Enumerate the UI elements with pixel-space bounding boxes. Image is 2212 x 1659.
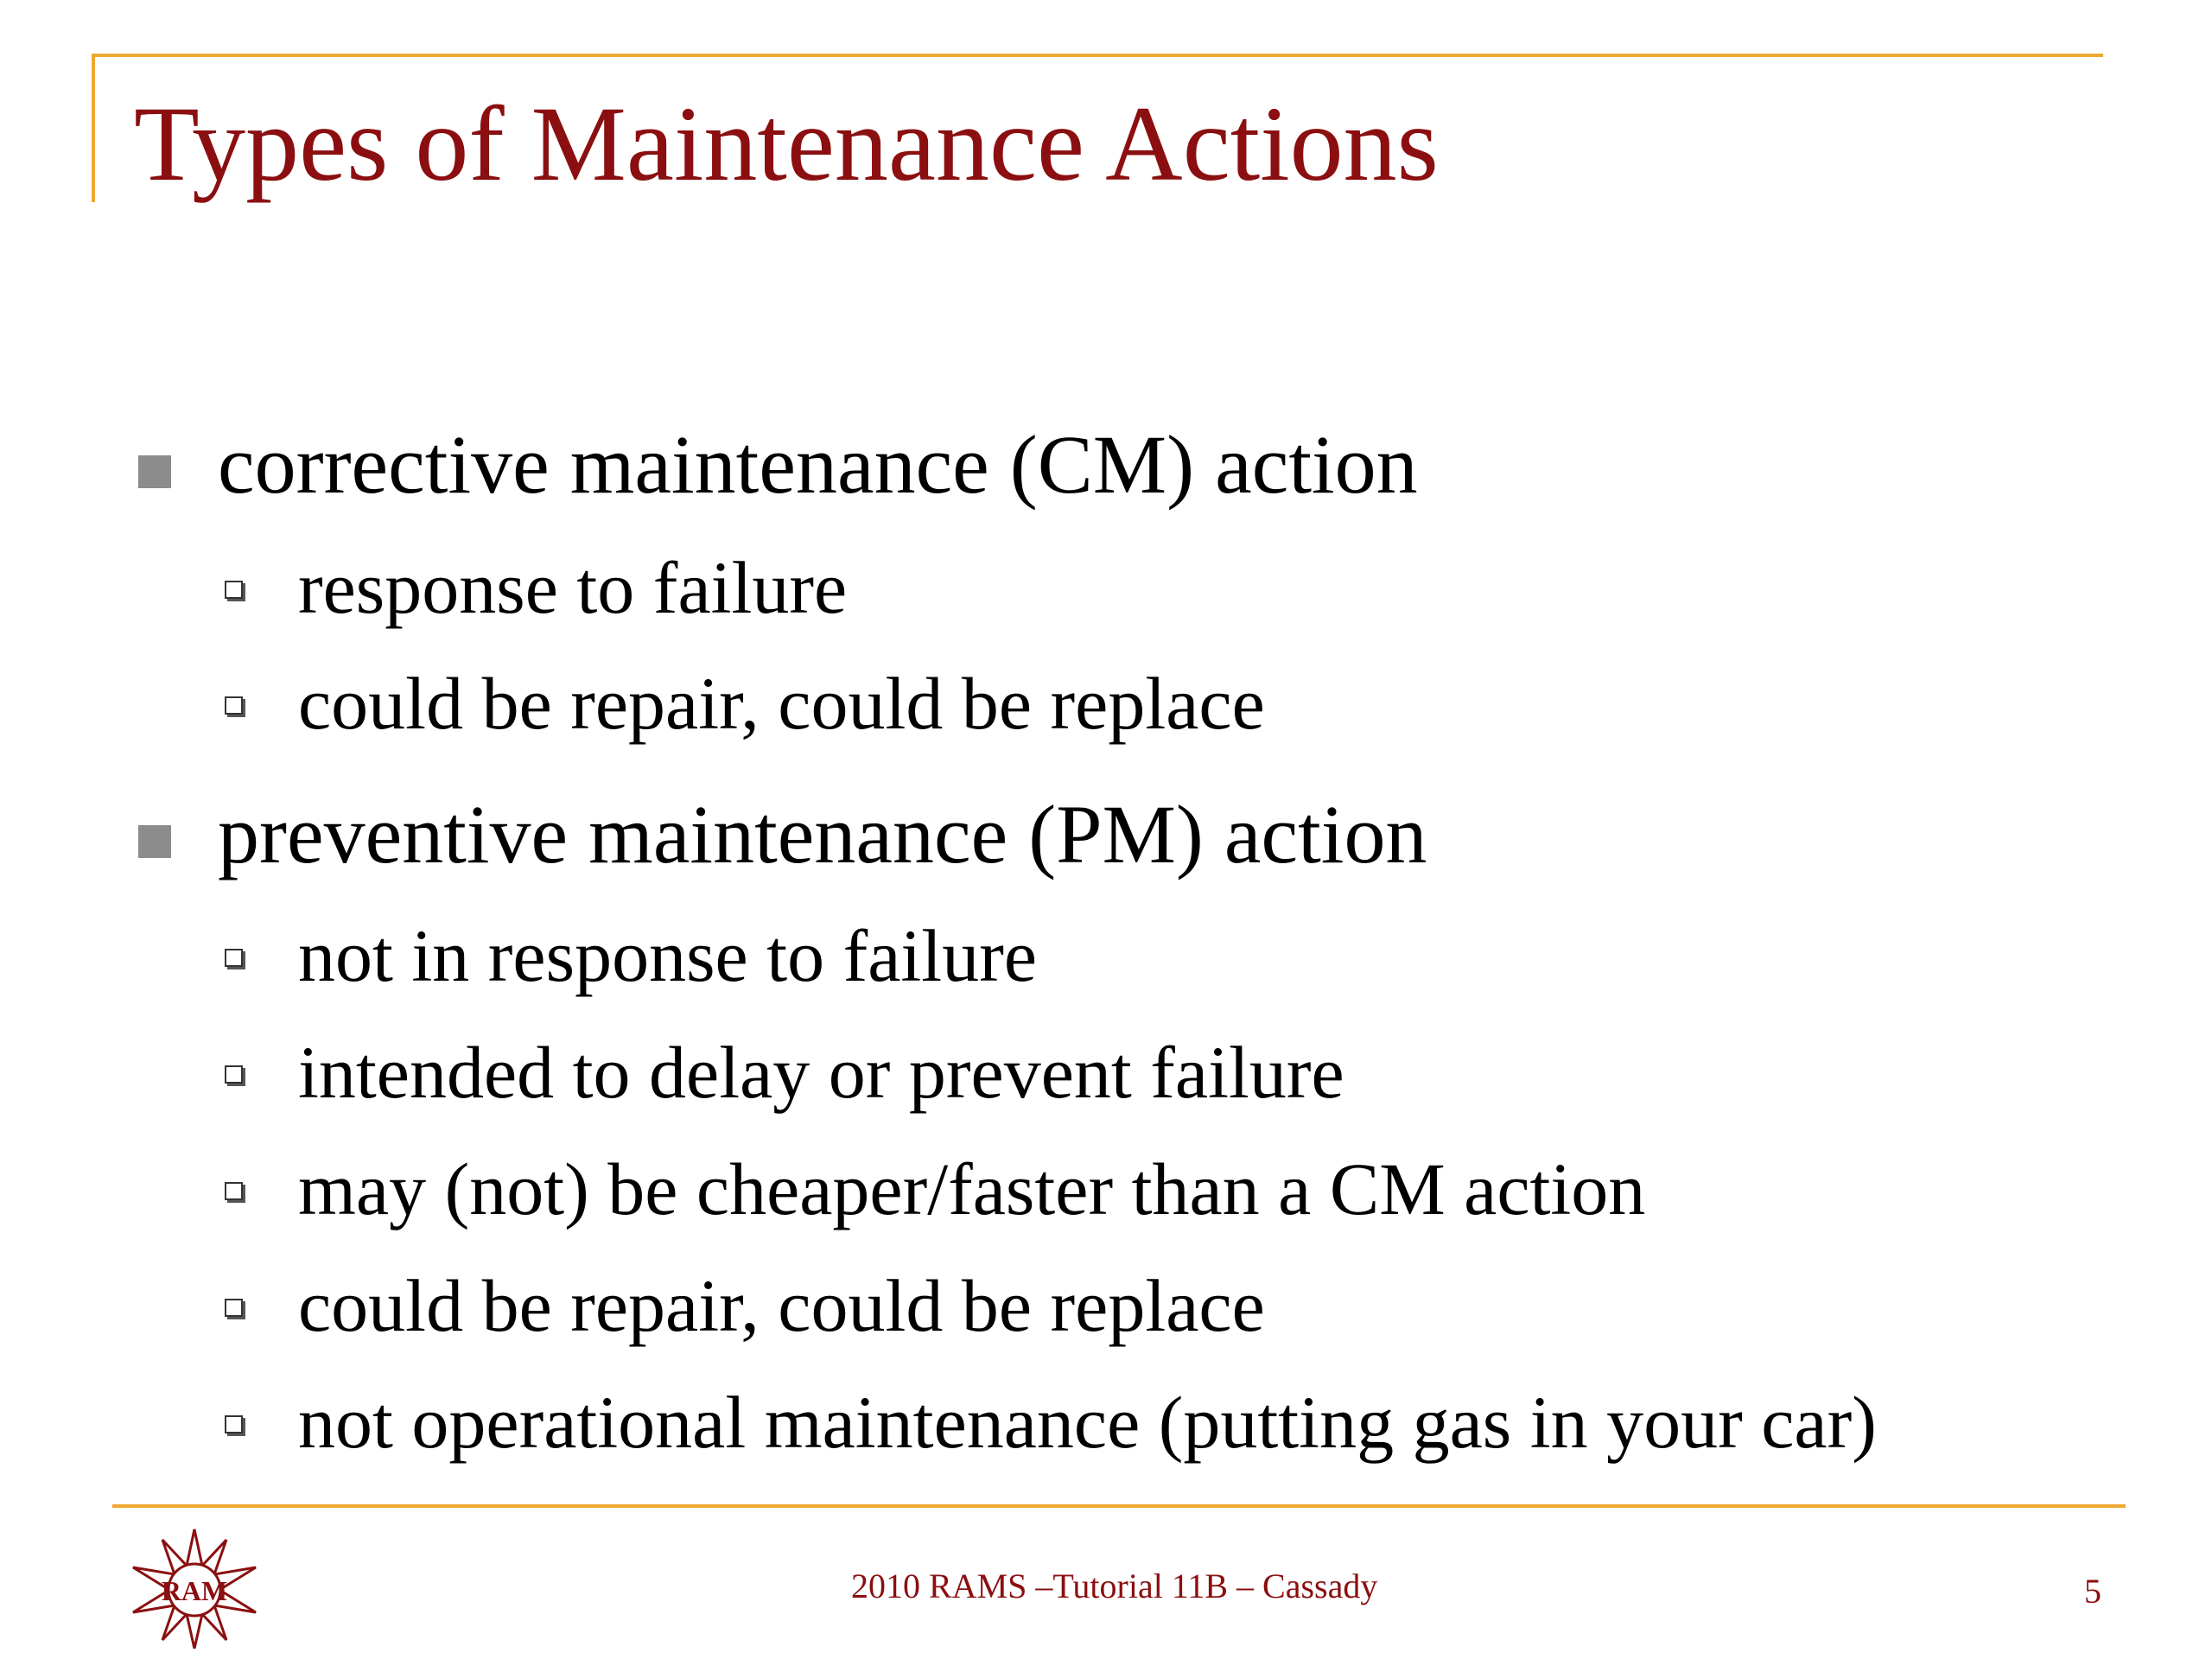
bullet-item-pm: preventive maintenance (PM) action xyxy=(218,788,1427,880)
footer-divider-line xyxy=(112,1504,2126,1508)
checkbox-bullet-icon xyxy=(225,949,243,967)
sub-bullet-item: response to failure xyxy=(298,546,848,629)
checkbox-bullet-icon xyxy=(225,1182,243,1200)
page-number: 5 xyxy=(2084,1572,2101,1611)
logo-text: RAM xyxy=(161,1575,228,1606)
sub-bullet-item: could be repair, could be replace xyxy=(298,662,1265,745)
checkbox-bullet-icon xyxy=(225,1415,243,1433)
sub-bullet-item: intended to delay or prevent failure xyxy=(298,1031,1344,1114)
square-bullet-icon xyxy=(138,455,171,488)
checkbox-bullet-icon xyxy=(225,1065,243,1084)
slide-title: Types of Maintenance Actions xyxy=(134,85,1439,203)
rams-star-logo-icon xyxy=(130,1528,259,1649)
sub-bullet-item: could be repair, could be replace xyxy=(298,1264,1265,1347)
footer-text: 2010 RAMS –Tutorial 11B – Cassady xyxy=(851,1567,1378,1605)
checkbox-bullet-icon xyxy=(225,696,243,715)
sub-bullet-item: not operational maintenance (putting gas in your car) xyxy=(298,1381,1877,1464)
square-bullet-icon xyxy=(138,825,171,858)
checkbox-bullet-icon xyxy=(225,581,243,599)
sub-bullet-item: not in response to failure xyxy=(298,914,1038,997)
sub-bullet-item: may (not) be cheaper/faster than a CM action xyxy=(298,1147,1646,1230)
checkbox-bullet-icon xyxy=(225,1299,243,1317)
bullet-item-cm: corrective maintenance (CM) action xyxy=(218,418,1418,511)
